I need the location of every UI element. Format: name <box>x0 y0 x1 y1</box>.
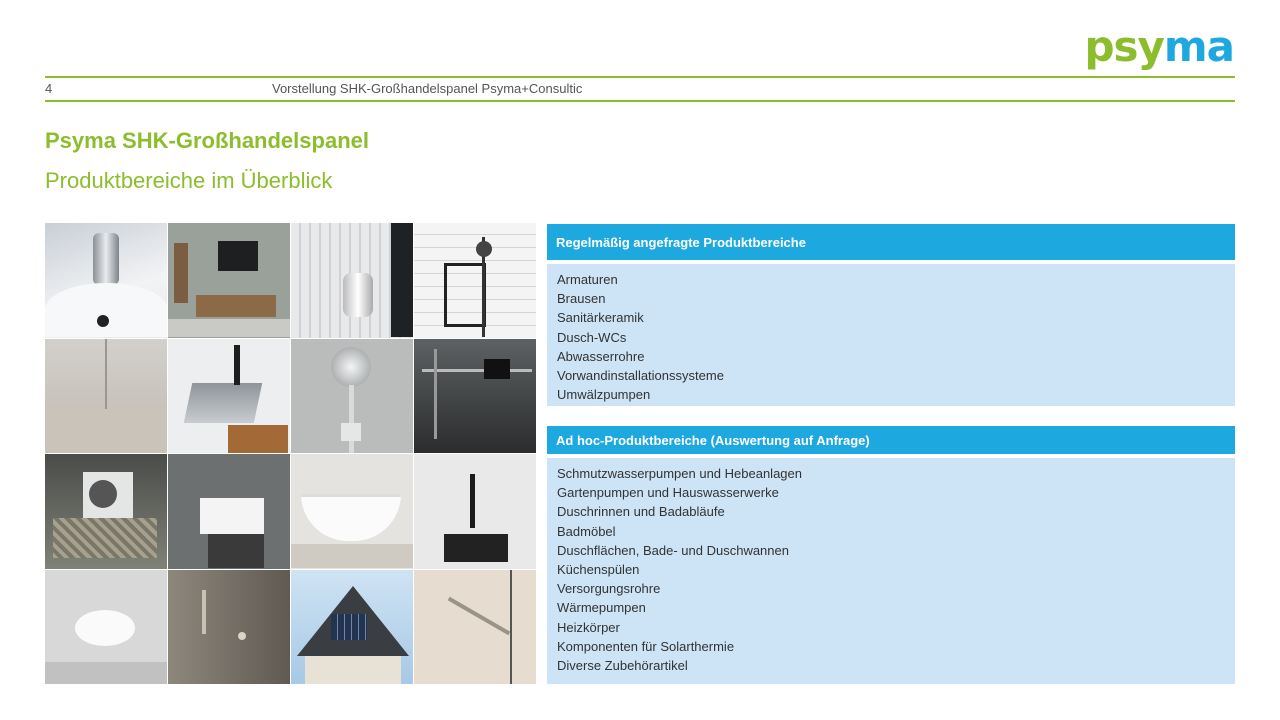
product-photo-grid <box>45 223 536 684</box>
list-item: Umwälzpumpen <box>557 387 651 403</box>
list-item: Komponenten für Solarthermie <box>557 638 735 654</box>
adhoc-products-list <box>547 458 1235 684</box>
list-item: Duschflächen, Bade- und Duschwannen <box>557 542 789 558</box>
list-item: Abwasserrohre <box>557 348 645 364</box>
list-item: Duschrinnen und Badabläufe <box>557 504 725 520</box>
wall-toilet-photo <box>45 570 167 685</box>
bathroom-cabinet-photo <box>168 223 290 338</box>
header-title: Vorstellung SHK-Großhandelspanel Psyma+Consultic <box>272 81 583 96</box>
list-item: Armaturen <box>557 272 618 287</box>
radiator-photo <box>291 223 413 338</box>
list-item: Sanitärkeramik <box>557 310 644 326</box>
logo-text-ma: ma <box>1163 22 1234 71</box>
list-item: Schmutzwasserpumpen und Hebeanlagen <box>557 466 802 481</box>
list-item: Vorwandinstallationssysteme <box>557 367 724 383</box>
list-item: Heizkörper <box>557 619 620 635</box>
list-item: Wärmepumpen <box>557 600 646 616</box>
pipes-photo <box>414 339 536 454</box>
header-rule-top <box>45 76 1235 78</box>
logo-text-psy: psy <box>1084 22 1164 71</box>
regular-products-heading: Regelmäßig angefragte Produktbereiche <box>547 224 1235 260</box>
shower-drain-photo <box>414 570 536 685</box>
bathtub-photo <box>291 454 413 569</box>
list-item: Badmöbel <box>557 523 616 539</box>
slide-title: Psyma SHK-Großhandelspanel <box>45 128 369 153</box>
header-rule-bottom <box>45 100 1235 102</box>
page-number: 4 <box>45 81 53 96</box>
adhoc-products-heading: Ad hoc-Produktbereiche (Auswertung auf Anfrage) <box>547 426 1235 454</box>
list-item: Küchenspülen <box>557 561 640 577</box>
psyma-logo <box>1084 22 1234 71</box>
washbasin-photo <box>168 454 290 569</box>
kitchen-faucet-photo <box>414 454 536 569</box>
kitchen-sink-photo <box>168 339 290 454</box>
list-item: Gartenpumpen und Hauswasserwerke <box>557 485 779 501</box>
heat-pump-photo <box>45 454 167 569</box>
glass-shower-photo <box>45 339 167 454</box>
slide-subtitle: Produktbereiche im Überblick <box>45 168 333 193</box>
solar-roof-photo <box>291 570 413 685</box>
shower-photo <box>414 223 536 338</box>
shower-head-photo <box>291 339 413 454</box>
regular-products-list <box>547 264 1235 406</box>
list-item: Brausen <box>557 291 606 307</box>
list-item: Diverse Zubehörartikel <box>557 657 688 673</box>
faucet-photo <box>45 223 167 338</box>
list-item: Versorgungsrohre <box>557 581 661 597</box>
list-item: Dusch-WCs <box>557 329 627 345</box>
walk-in-shower-photo <box>168 570 290 685</box>
